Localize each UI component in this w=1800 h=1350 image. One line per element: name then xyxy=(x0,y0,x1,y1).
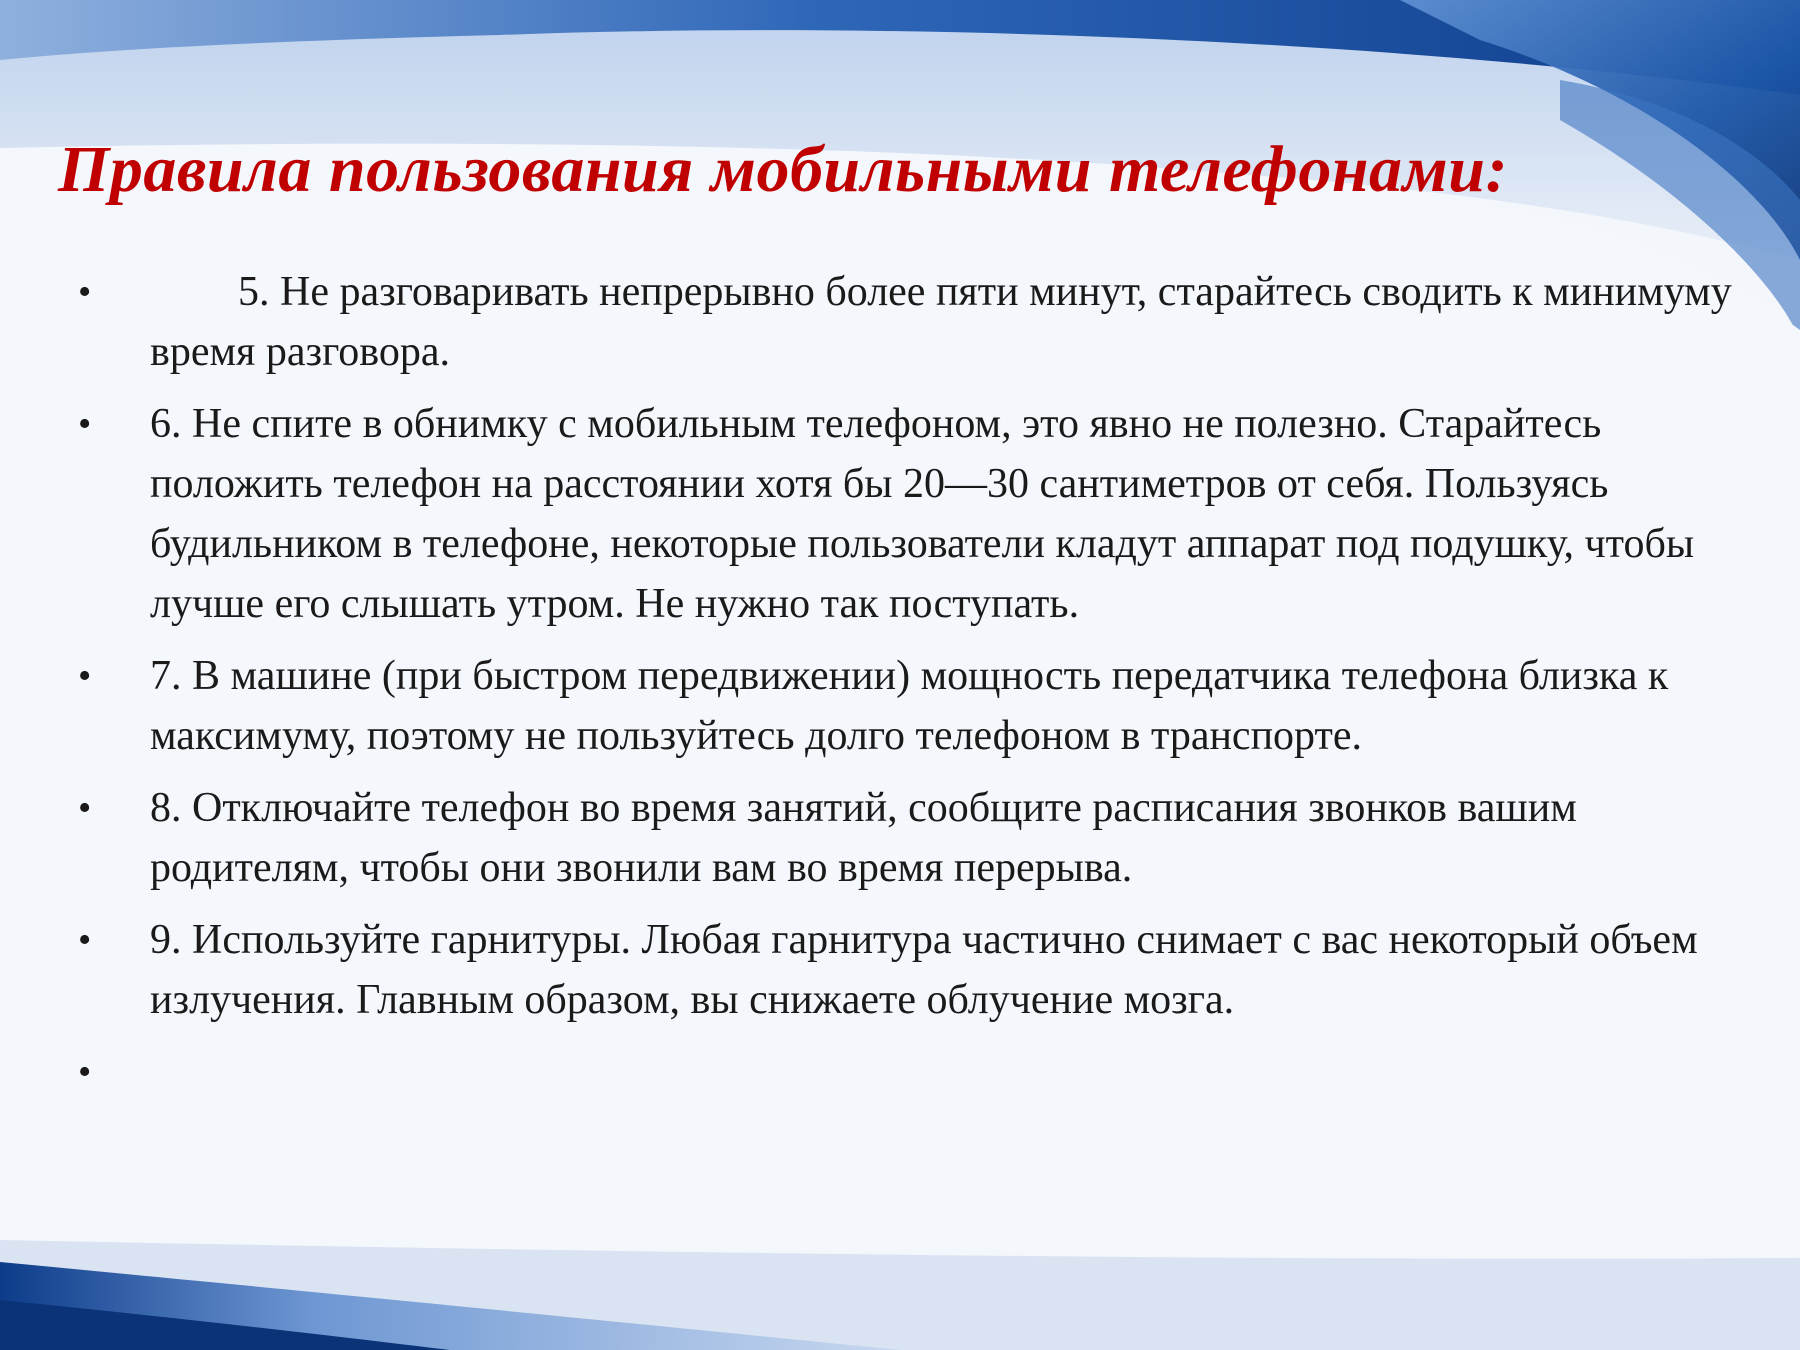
bullet-icon: • xyxy=(78,919,92,961)
list-item-text: 7. В машине (при быстром передвижении) мощность передатчика телефона близка к максимуму, поэтому не пользуйтесь долго телефоном в транспорте. xyxy=(150,653,1669,759)
list-item xyxy=(0,646,1800,766)
rules-list xyxy=(0,262,1800,1114)
list-item-text: 5. Не разговаривать непрерывно более пяти минут, старайтесь сводить к минимуму время разговора. xyxy=(150,269,1732,375)
slide-title: Правила пользования мобильными телефонами: xyxy=(58,133,1508,206)
bullet-icon: • xyxy=(78,787,92,829)
list-item xyxy=(0,778,1800,898)
list-item xyxy=(0,262,1800,382)
list-item-text: 9. Используйте гарнитуры. Любая гарнитура частично снимает с вас некоторый объем излучения. Главным образом, вы снижаете облучение мозга. xyxy=(150,917,1698,1023)
bullet-icon: • xyxy=(78,271,92,313)
list-item-empty xyxy=(0,1042,1800,1102)
bullet-icon: • xyxy=(78,403,92,445)
bullet-icon: • xyxy=(78,1051,92,1093)
list-item xyxy=(0,910,1800,1030)
list-item-text: 8. Отключайте телефон во время занятий, сообщите расписания звонков вашим родителям, чтобы они звонили вам во время перерыва. xyxy=(150,785,1577,891)
list-item xyxy=(0,394,1800,634)
bullet-icon: • xyxy=(78,655,92,697)
list-item-text: 6. Не спите в обнимку с мобильным телефоном, это явно не полезно. Старайтесь положить телефон на расстоянии хотя бы 20—30 сантиметров от себя. Пользуясь будильником в телефоне, некоторые пользователи кладут аппарат под подушку, чтобы лучше его слышать утром. Не нужно так поступать. xyxy=(150,401,1695,627)
